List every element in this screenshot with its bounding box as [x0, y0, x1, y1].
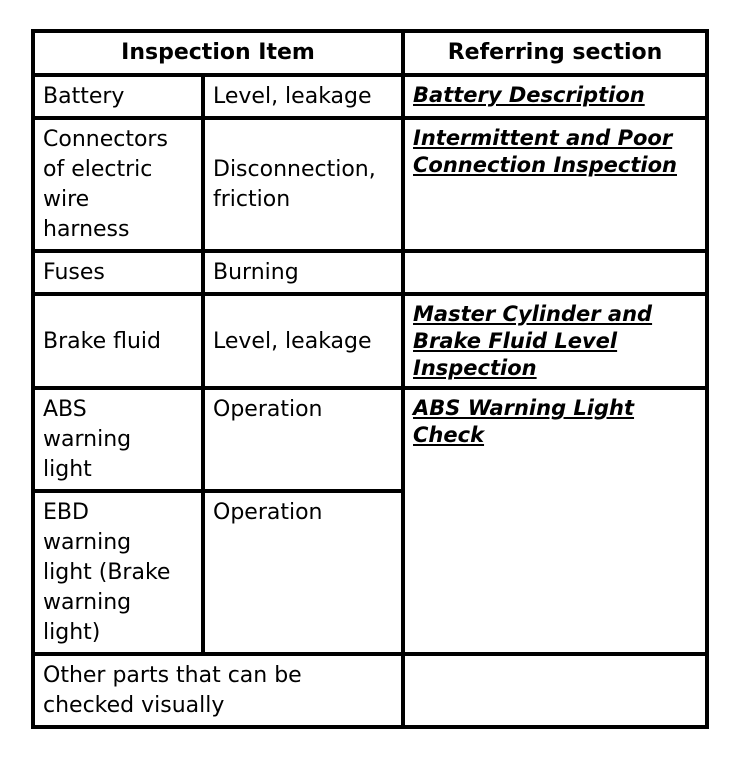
item-text: EBD warning light (Brake warning light): [43, 500, 171, 645]
item-text: Connectors of electric wire harness: [43, 127, 168, 242]
reference-cell-empty: [403, 251, 707, 294]
reference-cell: [403, 294, 707, 388]
reference-cell: [403, 75, 707, 118]
item-cell: [33, 491, 203, 654]
item-text: Battery: [43, 84, 125, 109]
header-referring-section: Referring section: [403, 31, 707, 75]
detail-text: Operation: [213, 500, 323, 525]
reference-link-abs-warning-light-check[interactable]: ABS Warning Light Check: [413, 396, 635, 447]
detail-cell: [203, 388, 403, 491]
table-row: [33, 75, 707, 118]
detail-cell: [203, 251, 403, 294]
item-cell: [33, 294, 203, 388]
header-inspection-item: Inspection Item: [33, 31, 403, 75]
table-row: [33, 118, 707, 251]
table-row: [33, 654, 707, 727]
header-row: [33, 31, 707, 75]
item-text: Other parts that can be checked visually: [43, 663, 302, 718]
detail-cell: [203, 491, 403, 654]
item-cell: [33, 118, 203, 251]
reference-link-battery-description[interactable]: Battery Description: [413, 83, 645, 107]
table-row: [33, 294, 707, 388]
table-row: [33, 251, 707, 294]
item-text: Brake fluid: [43, 328, 161, 354]
item-cell: [33, 388, 203, 491]
detail-text: Level, leakage: [213, 84, 372, 109]
reference-cell-empty: [403, 654, 707, 727]
detail-text: Operation: [213, 397, 323, 422]
reference-cell: [403, 118, 707, 251]
detail-text: Burning: [213, 260, 299, 285]
item-text: Fuses: [43, 260, 105, 285]
reference-link-connection-inspection[interactable]: Intermittent and Poor Connection Inspection: [413, 126, 677, 177]
item-cell: [33, 75, 203, 118]
item-text: ABS warning light: [43, 397, 132, 482]
detail-cell: [203, 75, 403, 118]
detail-text: Disconnection, friction: [213, 157, 376, 212]
detail-text: Level, leakage: [213, 328, 372, 354]
table-row: [33, 388, 707, 491]
item-cell: [33, 251, 203, 294]
inspection-table: [31, 29, 709, 729]
item-cell: [33, 654, 403, 727]
detail-cell: [203, 118, 403, 251]
reference-link-brake-fluid-inspection[interactable]: Master Cylinder and Brake Fluid Level Inspection: [413, 302, 653, 380]
detail-cell: [203, 294, 403, 388]
reference-cell: [403, 388, 707, 654]
